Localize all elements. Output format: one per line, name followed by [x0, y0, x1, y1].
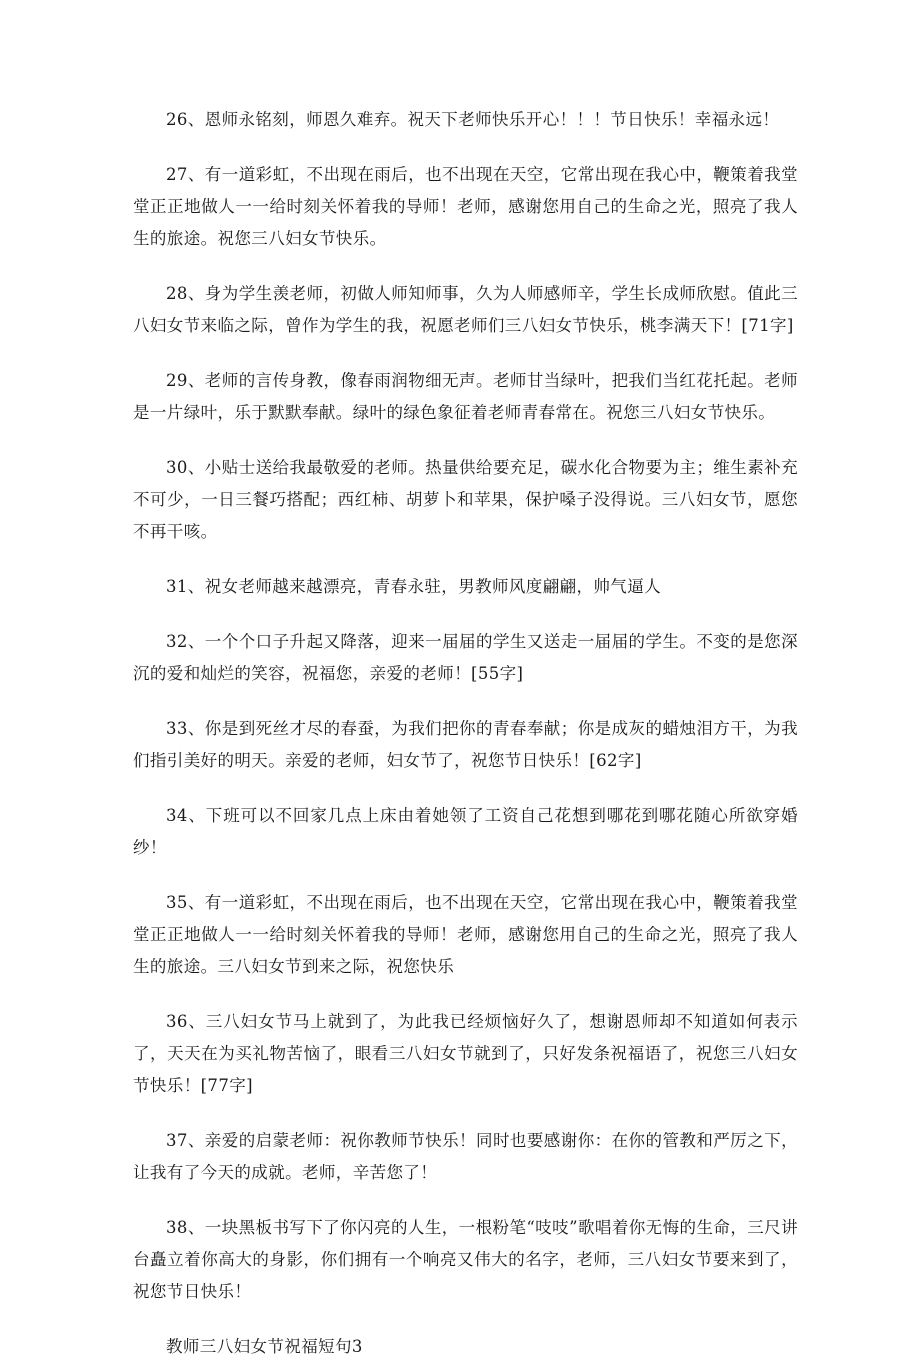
paragraph-33: 33、你是到死丝才尽的春蚕，为我们把你的青春奉献；你是成灰的蜡烛泪方干，为我们指引美好的明天。亲爱的老师，妇女节了，祝您节日快乐！[62字]	[133, 719, 798, 770]
paragraph-30: 30、小贴士送给我最敬爱的老师。热量供给要充足，碳水化合物要为主；维生素补充不可少，一日三餐巧搭配；西红柿、胡萝卜和苹果，保护嗓子没得说。三八妇女节，愿您不再干咳。	[133, 458, 798, 541]
paragraph-31: 31、祝女老师越来越漂亮，青春永驻，男教师风度翩翩，帅气逼人	[166, 577, 661, 596]
document-page	[133, 104, 798, 1363]
paragraph-36: 36、三八妇女节马上就到了，为此我已经烦恼好久了，想谢恩师却不知道如何表示了，天天在为买礼物苦恼了，眼看三八妇女节就到了，只好发条祝福语了，祝您三八妇女节快乐！[77字]	[133, 1012, 798, 1095]
paragraph-28: 28、身为学生羡老师，初做人师知师事，久为人师感师辛，学生长成师欣慰。值此三八妇女节来临之际，曾作为学生的我，祝愿老师们三八妇女节快乐，桃李满天下！[71字]	[133, 284, 798, 335]
paragraph-27: 27、有一道彩虹，不出现在雨后，也不出现在天空，它常出现在我心中，鞭策着我堂堂正正地做人一一给时刻关怀着我的导师！老师，感谢您用自己的生命之光，照亮了我人生的旅途。祝您三八妇女节快乐。	[133, 165, 798, 248]
paragraph-34: 34、下班可以不回家几点上床由着她领了工资自己花想到哪花到哪花随心所欲穿婚纱！	[133, 806, 798, 857]
paragraph-29: 29、老师的言传身教，像春雨润物细无声。老师甘当绿叶，把我们当红花托起。老师是一片绿叶，乐于默默奉献。绿叶的绿色象征着老师青春常在。祝您三八妇女节快乐。	[133, 371, 798, 422]
paragraph-26: 26、恩师永铭刻，师恩久难弃。祝天下老师快乐开心！！！节日快乐！幸福永远！	[166, 110, 780, 129]
paragraph-38: 38、一块黑板书写下了你闪亮的人生，一根粉笔“吱吱”歌唱着你无悔的生命，三尺讲台矗立着你高大的身影，你们拥有一个响亮又伟大的名字，老师，三八妇女节要来到了，祝您节日快乐！	[133, 1218, 798, 1301]
paragraph-35: 35、有一道彩虹，不出现在雨后，也不出现在天空，它常出现在我心中，鞭策着我堂堂正正地做人一一给时刻关怀着我的导师！老师，感谢您用自己的生命之光，照亮了我人生的旅途。三八妇女节到来之际，祝您快乐	[133, 893, 798, 976]
paragraph-37: 37、亲爱的启蒙老师：祝你教师节快乐！同时也要感谢你：在你的管教和严厉之下，让我有了今天的成就。老师，辛苦您了！	[133, 1131, 798, 1182]
section-heading: 教师三八妇女节祝福短句3	[166, 1337, 363, 1356]
paragraph-32: 32、一个个口子升起又降落，迎来一届届的学生又送走一届届的学生。不变的是您深沉的爱和灿烂的笑容，祝福您，亲爱的老师！[55字]	[133, 632, 798, 683]
